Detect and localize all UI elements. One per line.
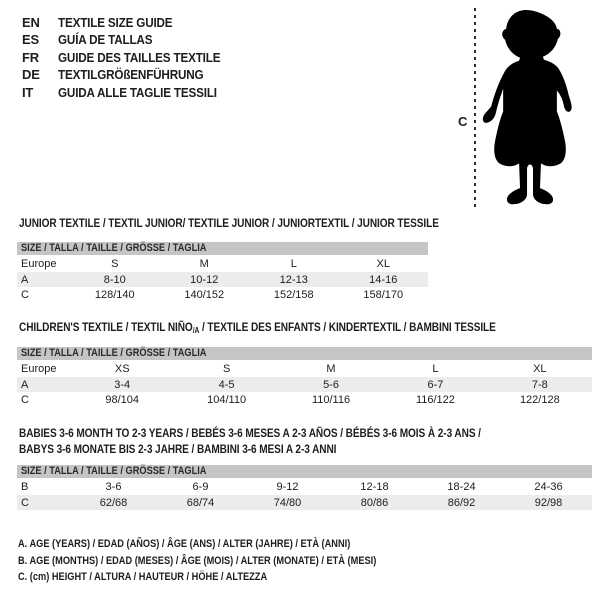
babies-heading-line1: BABIES 3-6 MONTH TO 2-3 YEARS / BEBÉS 3-6 MESES A 2-3 AÑOS / BÉBÉS 3-6 MOIS À 2-3 ANS / — [19, 426, 481, 440]
value-cell: 6-7 — [427, 378, 444, 391]
language-code: IT — [22, 84, 34, 100]
row-label: Europe — [21, 362, 57, 375]
table-row — [17, 255, 428, 272]
value-cell: 152/158 — [273, 288, 314, 301]
size-bar — [17, 347, 592, 360]
size-bar-label: SIZE / TALLA / TAILLE / GRÖSSE / TAGLIA — [21, 242, 207, 254]
children-table-heading — [19, 320, 587, 335]
size-bar-label: SIZE / TALLA / TAILLE / GRÖSSE / TAGLIA — [21, 465, 207, 477]
value-cell: 62/68 — [99, 496, 128, 509]
footnote-a-text: A. AGE (YEARS) / EDAD (AÑOS) / ÂGE (ANS) / ALTER (JAHRE) / ETÀ (ANNI) — [18, 538, 351, 550]
language-row — [22, 49, 238, 66]
babies-table-heading — [19, 425, 569, 457]
language-code: ES — [22, 32, 39, 48]
size-cell: XL — [533, 362, 547, 375]
footnote-c-text: C. (cm) HEIGHT / ALTURA / HAUTEUR / HÖHE / ALTEZZA — [18, 571, 268, 583]
baby-silhouette-image — [481, 9, 586, 208]
value-cell: 86/92 — [447, 496, 476, 509]
language-title: TEXTILE SIZE GUIDE — [58, 15, 173, 30]
value-cell: 9-12 — [276, 480, 299, 493]
value-cell: 92/98 — [534, 496, 563, 509]
value-cell: 140/152 — [184, 288, 225, 301]
language-code: FR — [22, 49, 39, 65]
value-cell: 10-12 — [190, 273, 219, 286]
babies-heading-line2: BABYS 3-6 MONATE BIS 2-3 JAHRE / BAMBINI 3-6 MESI A 2-3 ANNI — [19, 442, 337, 456]
footnote-b-text: B. AGE (MONTHS) / EDAD (MESES) / ÂGE (MOIS) / ALTER (MONATE) / ETÀ (MESI) — [18, 554, 377, 567]
value-cell: 68/74 — [186, 496, 215, 509]
footnote-c — [18, 569, 445, 586]
value-cell: 3-4 — [114, 378, 131, 391]
height-dashed-line-icon — [474, 8, 476, 208]
junior-table-heading — [19, 216, 519, 230]
value-cell: 80/86 — [360, 496, 389, 509]
size-bar — [17, 465, 592, 478]
row-label: C — [21, 288, 29, 301]
row-label: Europe — [21, 257, 57, 270]
junior-size-table — [17, 242, 428, 302]
height-marker-label: C — [458, 114, 468, 129]
value-cell: 3-6 — [105, 480, 122, 493]
size-cell: XL — [376, 257, 390, 270]
language-row — [22, 14, 238, 31]
language-code: DE — [22, 67, 40, 83]
table-row — [17, 377, 592, 392]
value-cell: 4-5 — [218, 378, 235, 391]
value-cell: 6-9 — [192, 480, 209, 493]
table-row — [17, 360, 592, 377]
footnotes — [18, 536, 445, 586]
language-row — [22, 66, 238, 83]
value-cell: 5-6 — [323, 378, 339, 391]
size-cell: M — [326, 362, 336, 375]
language-title: GUÍA DE TALLAS — [58, 32, 153, 48]
row-label: B — [21, 480, 29, 493]
value-cell: 7-8 — [531, 378, 548, 391]
size-cell: L — [290, 257, 297, 270]
babies-size-table — [17, 465, 592, 510]
size-cell: XS — [114, 362, 130, 375]
table-row — [17, 478, 592, 495]
size-cell: L — [432, 362, 439, 375]
table-row — [17, 495, 592, 510]
children-table-heading-text — [19, 320, 496, 335]
language-row — [22, 31, 238, 48]
value-cell: 8-10 — [103, 273, 126, 286]
language-title: GUIDA ALLE TAGLIE TESSILI — [58, 84, 217, 100]
language-title: GUIDE DES TAILLES TEXTILE — [58, 49, 221, 65]
table-row — [17, 272, 428, 287]
table-row — [17, 287, 428, 302]
size-cell: M — [199, 257, 209, 270]
size-cell: S — [222, 362, 231, 375]
size-bar — [17, 242, 428, 255]
size-cell: S — [111, 257, 119, 270]
heading-post: / TEXTILE DES ENFANTS / KINDERTEXTIL / BAMBINI TESSILE — [199, 320, 496, 334]
value-cell: 74/80 — [273, 496, 302, 509]
heading-subscript: /A — [192, 326, 200, 335]
value-cell: 18-24 — [447, 480, 476, 493]
row-label: C — [21, 393, 29, 406]
value-cell: 14-16 — [369, 273, 398, 286]
value-cell: 128/140 — [94, 288, 135, 301]
row-label: A — [21, 273, 29, 286]
children-size-table — [17, 347, 592, 407]
size-bar-label: SIZE / TALLA / TAILLE / GRÖSSE / TAGLIA — [21, 347, 207, 359]
footnote-b — [18, 553, 445, 570]
table-row — [17, 392, 592, 407]
language-code: EN — [22, 15, 40, 30]
value-cell: 158/170 — [363, 288, 404, 301]
value-cell: 12-18 — [360, 480, 389, 493]
junior-table-heading-text: JUNIOR TEXTILE / TEXTIL JUNIOR/ TEXTILE JUNIOR / JUNIORTEXTIL / JUNIOR TESSILE — [19, 216, 439, 230]
row-label: A — [21, 378, 29, 391]
language-title: TEXTILGRÖßENFÜHRUNG — [58, 67, 204, 83]
value-cell: 98/104 — [105, 393, 140, 406]
language-title-list — [22, 14, 238, 101]
language-row — [22, 84, 238, 101]
value-cell: 104/110 — [207, 393, 247, 406]
height-measurement-figure — [455, 8, 595, 210]
row-label: C — [21, 496, 29, 509]
value-cell: 12-13 — [279, 273, 308, 286]
value-cell: 116/122 — [415, 393, 455, 406]
value-cell: 110/116 — [311, 393, 351, 406]
value-cell: 122/128 — [519, 393, 560, 406]
value-cell: 24-36 — [534, 480, 563, 493]
footnote-a — [18, 536, 445, 553]
heading-pre: CHILDREN'S TEXTILE / TEXTIL NIÑO — [19, 320, 193, 334]
